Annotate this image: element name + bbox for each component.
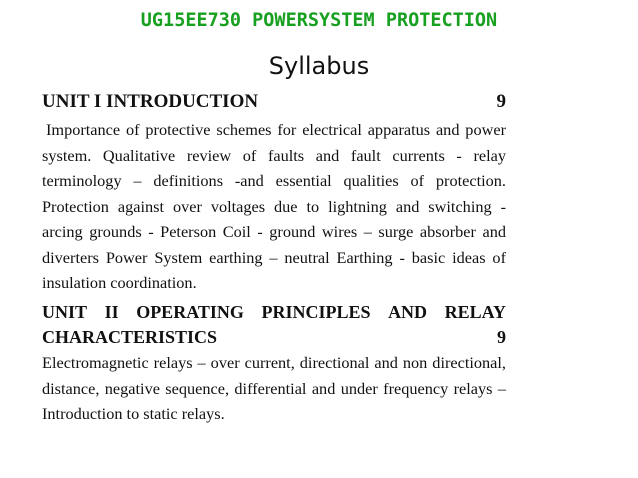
unit-2-hours: 9 (497, 327, 506, 347)
unit-2-heading (42, 300, 506, 350)
unit-1-hours: 9 (496, 91, 506, 112)
unit-2-heading-word: UNIT (42, 302, 88, 322)
unit-2-heading-line-1 (42, 300, 506, 325)
unit-1-description: Importance of protective schemes for electrical apparatus and power system. Qualitative review of faults and fault currents - relay terminology – definitions -and essential qualities of protection. Protection against over voltages due to lightning and switching - arcing grounds - Peterson Coil - ground wires – surge absorber and diverters Power System earthing – neutral Earthing - basic ideas of insulation coordination. (42, 120, 506, 292)
unit-2-heading-word: PRINCIPLES (261, 302, 371, 322)
page-subtitle: Syllabus (268, 52, 370, 80)
unit-2-section (42, 300, 506, 427)
unit-1-section (42, 89, 506, 296)
unit-2-title-continued: CHARACTERISTICS (42, 327, 218, 347)
unit-1-title: UNIT I INTRODUCTION (42, 91, 259, 112)
unit-2-description: Electromagnetic relays – over current, directional and non directional, distance, negative sequence, differential and under frequency relays – Introduction to static relays. (42, 353, 506, 423)
unit-1-heading (42, 89, 506, 115)
unit-2-heading-word: OPERATING (136, 302, 244, 322)
unit-2-heading-word: AND (388, 302, 428, 322)
unit-2-heading-word: II (104, 302, 119, 322)
unit-2-heading-word: RELAY (444, 302, 506, 322)
unit-2-heading-line-2 (42, 325, 506, 350)
course-title: UG15EE730 POWERSYSTEM PROTECTION (140, 10, 498, 31)
